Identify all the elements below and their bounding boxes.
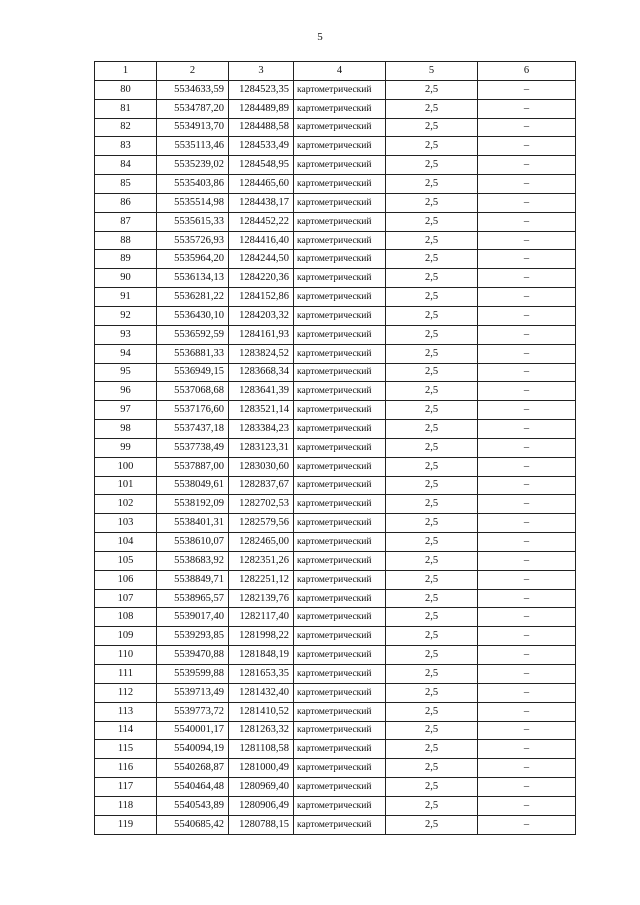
y-coordinate-cell: 1284203,32 <box>229 306 294 325</box>
accuracy-cell: 2,5 <box>386 608 478 627</box>
method-cell: картометрический <box>294 721 386 740</box>
method-cell: картометрический <box>294 514 386 533</box>
x-coordinate-cell: 5535113,46 <box>157 137 229 156</box>
y-coordinate-cell: 1282251,12 <box>229 570 294 589</box>
note-cell: – <box>478 570 576 589</box>
x-coordinate-cell: 5535726,93 <box>157 231 229 250</box>
point-number-cell: 114 <box>95 721 157 740</box>
y-coordinate-cell: 1284152,86 <box>229 288 294 307</box>
x-coordinate-cell: 5537068,68 <box>157 382 229 401</box>
x-coordinate-cell: 5534787,20 <box>157 99 229 118</box>
x-coordinate-cell: 5536881,33 <box>157 344 229 363</box>
method-cell: картометрический <box>294 306 386 325</box>
y-coordinate-cell: 1283824,52 <box>229 344 294 363</box>
y-coordinate-cell: 1284523,35 <box>229 80 294 99</box>
note-cell: – <box>478 495 576 514</box>
point-number-cell: 112 <box>95 683 157 702</box>
y-coordinate-cell: 1284533,49 <box>229 137 294 156</box>
note-cell: – <box>478 325 576 344</box>
note-cell: – <box>478 702 576 721</box>
point-number-cell: 90 <box>95 269 157 288</box>
accuracy-cell: 2,5 <box>386 420 478 439</box>
table-row <box>95 778 576 797</box>
point-number-cell: 105 <box>95 551 157 570</box>
method-cell: картометрический <box>294 420 386 439</box>
y-coordinate-cell: 1281410,52 <box>229 702 294 721</box>
table-row <box>95 99 576 118</box>
y-coordinate-cell: 1281998,22 <box>229 627 294 646</box>
x-coordinate-cell: 5537176,60 <box>157 401 229 420</box>
method-cell: картометрический <box>294 325 386 344</box>
x-coordinate-cell: 5538849,71 <box>157 570 229 589</box>
x-coordinate-cell: 5539293,85 <box>157 627 229 646</box>
accuracy-cell: 2,5 <box>386 306 478 325</box>
method-cell: картометрический <box>294 608 386 627</box>
point-number-cell: 106 <box>95 570 157 589</box>
x-coordinate-cell: 5534913,70 <box>157 118 229 137</box>
x-coordinate-cell: 5539599,88 <box>157 665 229 684</box>
accuracy-cell: 2,5 <box>386 796 478 815</box>
table-row <box>95 570 576 589</box>
note-cell: – <box>478 363 576 382</box>
x-coordinate-cell: 5535514,98 <box>157 193 229 212</box>
point-number-cell: 102 <box>95 495 157 514</box>
accuracy-cell: 2,5 <box>386 99 478 118</box>
table-row <box>95 325 576 344</box>
note-cell: – <box>478 212 576 231</box>
table-row <box>95 382 576 401</box>
note-cell: – <box>478 344 576 363</box>
column-header: 5 <box>386 62 478 81</box>
y-coordinate-cell: 1282702,53 <box>229 495 294 514</box>
x-coordinate-cell: 5538401,31 <box>157 514 229 533</box>
point-number-cell: 115 <box>95 740 157 759</box>
accuracy-cell: 2,5 <box>386 401 478 420</box>
x-coordinate-cell: 5540268,87 <box>157 759 229 778</box>
table-row <box>95 589 576 608</box>
method-cell: картометрический <box>294 344 386 363</box>
point-number-cell: 80 <box>95 80 157 99</box>
note-cell: – <box>478 306 576 325</box>
x-coordinate-cell: 5536592,59 <box>157 325 229 344</box>
x-coordinate-cell: 5535964,20 <box>157 250 229 269</box>
accuracy-cell: 2,5 <box>386 683 478 702</box>
accuracy-cell: 2,5 <box>386 250 478 269</box>
note-cell: – <box>478 156 576 175</box>
y-coordinate-cell: 1280788,15 <box>229 815 294 834</box>
x-coordinate-cell: 5537887,00 <box>157 457 229 476</box>
accuracy-cell: 2,5 <box>386 646 478 665</box>
point-number-cell: 116 <box>95 759 157 778</box>
y-coordinate-cell: 1282837,67 <box>229 476 294 495</box>
point-number-cell: 89 <box>95 250 157 269</box>
x-coordinate-cell: 5536134,13 <box>157 269 229 288</box>
accuracy-cell: 2,5 <box>386 344 478 363</box>
method-cell: картометрический <box>294 646 386 665</box>
point-number-cell: 87 <box>95 212 157 231</box>
table-row <box>95 156 576 175</box>
column-header: 4 <box>294 62 386 81</box>
note-cell: – <box>478 608 576 627</box>
accuracy-cell: 2,5 <box>386 533 478 552</box>
note-cell: – <box>478 438 576 457</box>
point-number-cell: 96 <box>95 382 157 401</box>
method-cell: картометрический <box>294 702 386 721</box>
method-cell: картометрический <box>294 288 386 307</box>
table-row <box>95 401 576 420</box>
note-cell: – <box>478 533 576 552</box>
x-coordinate-cell: 5539470,88 <box>157 646 229 665</box>
note-cell: – <box>478 269 576 288</box>
point-number-cell: 88 <box>95 231 157 250</box>
accuracy-cell: 2,5 <box>386 514 478 533</box>
point-number-cell: 99 <box>95 438 157 457</box>
column-header: 2 <box>157 62 229 81</box>
point-number-cell: 86 <box>95 193 157 212</box>
table-row <box>95 193 576 212</box>
x-coordinate-cell: 5539713,49 <box>157 683 229 702</box>
table-row <box>95 796 576 815</box>
accuracy-cell: 2,5 <box>386 627 478 646</box>
method-cell: картометрический <box>294 438 386 457</box>
y-coordinate-cell: 1283521,14 <box>229 401 294 420</box>
note-cell: – <box>478 778 576 797</box>
note-cell: – <box>478 665 576 684</box>
note-cell: – <box>478 420 576 439</box>
accuracy-cell: 2,5 <box>386 702 478 721</box>
note-cell: – <box>478 476 576 495</box>
table-row <box>95 721 576 740</box>
note-cell: – <box>478 80 576 99</box>
table-row <box>95 495 576 514</box>
y-coordinate-cell: 1280969,40 <box>229 778 294 797</box>
y-coordinate-cell: 1284452,22 <box>229 212 294 231</box>
accuracy-cell: 2,5 <box>386 551 478 570</box>
x-coordinate-cell: 5535403,86 <box>157 175 229 194</box>
y-coordinate-cell: 1284244,50 <box>229 250 294 269</box>
point-number-cell: 104 <box>95 533 157 552</box>
table-row <box>95 212 576 231</box>
accuracy-cell: 2,5 <box>386 193 478 212</box>
x-coordinate-cell: 5540001,17 <box>157 721 229 740</box>
x-coordinate-cell: 5540685,42 <box>157 815 229 834</box>
note-cell: – <box>478 796 576 815</box>
method-cell: картометрический <box>294 212 386 231</box>
method-cell: картометрический <box>294 99 386 118</box>
y-coordinate-cell: 1284438,17 <box>229 193 294 212</box>
x-coordinate-cell: 5534633,59 <box>157 80 229 99</box>
point-number-cell: 101 <box>95 476 157 495</box>
point-number-cell: 98 <box>95 420 157 439</box>
table-row <box>95 118 576 137</box>
point-number-cell: 117 <box>95 778 157 797</box>
table-row <box>95 683 576 702</box>
point-number-cell: 82 <box>95 118 157 137</box>
accuracy-cell: 2,5 <box>386 589 478 608</box>
note-cell: – <box>478 401 576 420</box>
table-row <box>95 476 576 495</box>
x-coordinate-cell: 5538192,09 <box>157 495 229 514</box>
x-coordinate-cell: 5538965,57 <box>157 589 229 608</box>
note-cell: – <box>478 250 576 269</box>
method-cell: картометрический <box>294 137 386 156</box>
x-coordinate-cell: 5539773,72 <box>157 702 229 721</box>
accuracy-cell: 2,5 <box>386 156 478 175</box>
column-header: 1 <box>95 62 157 81</box>
method-cell: картометрический <box>294 665 386 684</box>
point-number-cell: 81 <box>95 99 157 118</box>
accuracy-cell: 2,5 <box>386 212 478 231</box>
method-cell: картометрический <box>294 589 386 608</box>
note-cell: – <box>478 118 576 137</box>
method-cell: картометрический <box>294 683 386 702</box>
method-cell: картометрический <box>294 80 386 99</box>
accuracy-cell: 2,5 <box>386 175 478 194</box>
table-header-row <box>95 62 576 81</box>
x-coordinate-cell: 5537437,18 <box>157 420 229 439</box>
y-coordinate-cell: 1282351,26 <box>229 551 294 570</box>
note-cell: – <box>478 99 576 118</box>
accuracy-cell: 2,5 <box>386 137 478 156</box>
x-coordinate-cell: 5538683,92 <box>157 551 229 570</box>
table-row <box>95 665 576 684</box>
table-row <box>95 759 576 778</box>
accuracy-cell: 2,5 <box>386 721 478 740</box>
accuracy-cell: 2,5 <box>386 759 478 778</box>
point-number-cell: 92 <box>95 306 157 325</box>
x-coordinate-cell: 5535239,02 <box>157 156 229 175</box>
table-row <box>95 740 576 759</box>
method-cell: картометрический <box>294 193 386 212</box>
note-cell: – <box>478 175 576 194</box>
point-number-cell: 118 <box>95 796 157 815</box>
method-cell: картометрический <box>294 231 386 250</box>
accuracy-cell: 2,5 <box>386 288 478 307</box>
x-coordinate-cell: 5540464,48 <box>157 778 229 797</box>
table-row <box>95 702 576 721</box>
note-cell: – <box>478 551 576 570</box>
point-number-cell: 97 <box>95 401 157 420</box>
table-row <box>95 815 576 834</box>
note-cell: – <box>478 627 576 646</box>
point-number-cell: 113 <box>95 702 157 721</box>
note-cell: – <box>478 646 576 665</box>
table-row <box>95 533 576 552</box>
method-cell: картометрический <box>294 476 386 495</box>
point-number-cell: 111 <box>95 665 157 684</box>
x-coordinate-cell: 5536430,10 <box>157 306 229 325</box>
method-cell: картометрический <box>294 175 386 194</box>
point-number-cell: 95 <box>95 363 157 382</box>
note-cell: – <box>478 137 576 156</box>
method-cell: картометрический <box>294 457 386 476</box>
method-cell: картометрический <box>294 401 386 420</box>
x-coordinate-cell: 5536949,15 <box>157 363 229 382</box>
table-row <box>95 250 576 269</box>
y-coordinate-cell: 1284416,40 <box>229 231 294 250</box>
note-cell: – <box>478 457 576 476</box>
table-row <box>95 363 576 382</box>
y-coordinate-cell: 1283030,60 <box>229 457 294 476</box>
point-number-cell: 108 <box>95 608 157 627</box>
y-coordinate-cell: 1283641,39 <box>229 382 294 401</box>
accuracy-cell: 2,5 <box>386 740 478 759</box>
y-coordinate-cell: 1281653,35 <box>229 665 294 684</box>
method-cell: картометрический <box>294 570 386 589</box>
method-cell: картометрический <box>294 363 386 382</box>
table-row <box>95 608 576 627</box>
table-row <box>95 137 576 156</box>
table-row <box>95 420 576 439</box>
x-coordinate-cell: 5539017,40 <box>157 608 229 627</box>
y-coordinate-cell: 1284548,95 <box>229 156 294 175</box>
y-coordinate-cell: 1284161,93 <box>229 325 294 344</box>
x-coordinate-cell: 5540094,19 <box>157 740 229 759</box>
page-number: 5 <box>317 31 323 43</box>
table-row <box>95 438 576 457</box>
note-cell: – <box>478 288 576 307</box>
y-coordinate-cell: 1282465,00 <box>229 533 294 552</box>
table-row <box>95 288 576 307</box>
method-cell: картометрический <box>294 627 386 646</box>
point-number-cell: 107 <box>95 589 157 608</box>
point-number-cell: 84 <box>95 156 157 175</box>
y-coordinate-cell: 1281263,32 <box>229 721 294 740</box>
y-coordinate-cell: 1283123,31 <box>229 438 294 457</box>
table-row <box>95 269 576 288</box>
y-coordinate-cell: 1281848,19 <box>229 646 294 665</box>
point-number-cell: 110 <box>95 646 157 665</box>
table-row <box>95 646 576 665</box>
method-cell: картометрический <box>294 740 386 759</box>
note-cell: – <box>478 683 576 702</box>
point-number-cell: 94 <box>95 344 157 363</box>
y-coordinate-cell: 1284220,36 <box>229 269 294 288</box>
table-row <box>95 627 576 646</box>
note-cell: – <box>478 759 576 778</box>
y-coordinate-cell: 1284488,58 <box>229 118 294 137</box>
point-number-cell: 119 <box>95 815 157 834</box>
accuracy-cell: 2,5 <box>386 665 478 684</box>
accuracy-cell: 2,5 <box>386 80 478 99</box>
note-cell: – <box>478 589 576 608</box>
x-coordinate-cell: 5535615,33 <box>157 212 229 231</box>
table-row <box>95 344 576 363</box>
y-coordinate-cell: 1281000,49 <box>229 759 294 778</box>
table-row <box>95 306 576 325</box>
point-number-cell: 109 <box>95 627 157 646</box>
accuracy-cell: 2,5 <box>386 382 478 401</box>
table-row <box>95 457 576 476</box>
note-cell: – <box>478 740 576 759</box>
x-coordinate-cell: 5538610,07 <box>157 533 229 552</box>
y-coordinate-cell: 1281432,40 <box>229 683 294 702</box>
method-cell: картометрический <box>294 778 386 797</box>
table-row <box>95 175 576 194</box>
accuracy-cell: 2,5 <box>386 495 478 514</box>
method-cell: картометрический <box>294 118 386 137</box>
y-coordinate-cell: 1280906,49 <box>229 796 294 815</box>
table-row <box>95 551 576 570</box>
x-coordinate-cell: 5537738,49 <box>157 438 229 457</box>
y-coordinate-cell: 1284489,89 <box>229 99 294 118</box>
column-header: 3 <box>229 62 294 81</box>
table-row <box>95 231 576 250</box>
point-number-cell: 103 <box>95 514 157 533</box>
x-coordinate-cell: 5540543,89 <box>157 796 229 815</box>
y-coordinate-cell: 1284465,60 <box>229 175 294 194</box>
y-coordinate-cell: 1281108,58 <box>229 740 294 759</box>
point-number-cell: 91 <box>95 288 157 307</box>
method-cell: картометрический <box>294 495 386 514</box>
method-cell: картометрический <box>294 815 386 834</box>
accuracy-cell: 2,5 <box>386 438 478 457</box>
method-cell: картометрический <box>294 796 386 815</box>
accuracy-cell: 2,5 <box>386 457 478 476</box>
point-number-cell: 100 <box>95 457 157 476</box>
method-cell: картометрический <box>294 156 386 175</box>
method-cell: картометрический <box>294 250 386 269</box>
note-cell: – <box>478 815 576 834</box>
accuracy-cell: 2,5 <box>386 363 478 382</box>
accuracy-cell: 2,5 <box>386 231 478 250</box>
y-coordinate-cell: 1282579,56 <box>229 514 294 533</box>
y-coordinate-cell: 1282139,76 <box>229 589 294 608</box>
accuracy-cell: 2,5 <box>386 325 478 344</box>
column-header: 6 <box>478 62 576 81</box>
x-coordinate-cell: 5536281,22 <box>157 288 229 307</box>
note-cell: – <box>478 514 576 533</box>
y-coordinate-cell: 1283668,34 <box>229 363 294 382</box>
coordinates-table <box>94 61 576 835</box>
y-coordinate-cell: 1282117,40 <box>229 608 294 627</box>
method-cell: картометрический <box>294 533 386 552</box>
method-cell: картометрический <box>294 759 386 778</box>
note-cell: – <box>478 382 576 401</box>
note-cell: – <box>478 721 576 740</box>
point-number-cell: 85 <box>95 175 157 194</box>
table-row <box>95 514 576 533</box>
accuracy-cell: 2,5 <box>386 476 478 495</box>
accuracy-cell: 2,5 <box>386 778 478 797</box>
point-number-cell: 93 <box>95 325 157 344</box>
accuracy-cell: 2,5 <box>386 269 478 288</box>
accuracy-cell: 2,5 <box>386 570 478 589</box>
note-cell: – <box>478 231 576 250</box>
table-row <box>95 80 576 99</box>
x-coordinate-cell: 5538049,61 <box>157 476 229 495</box>
accuracy-cell: 2,5 <box>386 815 478 834</box>
method-cell: картометрический <box>294 551 386 570</box>
point-number-cell: 83 <box>95 137 157 156</box>
note-cell: – <box>478 193 576 212</box>
accuracy-cell: 2,5 <box>386 118 478 137</box>
y-coordinate-cell: 1283384,23 <box>229 420 294 439</box>
method-cell: картометрический <box>294 382 386 401</box>
method-cell: картометрический <box>294 269 386 288</box>
